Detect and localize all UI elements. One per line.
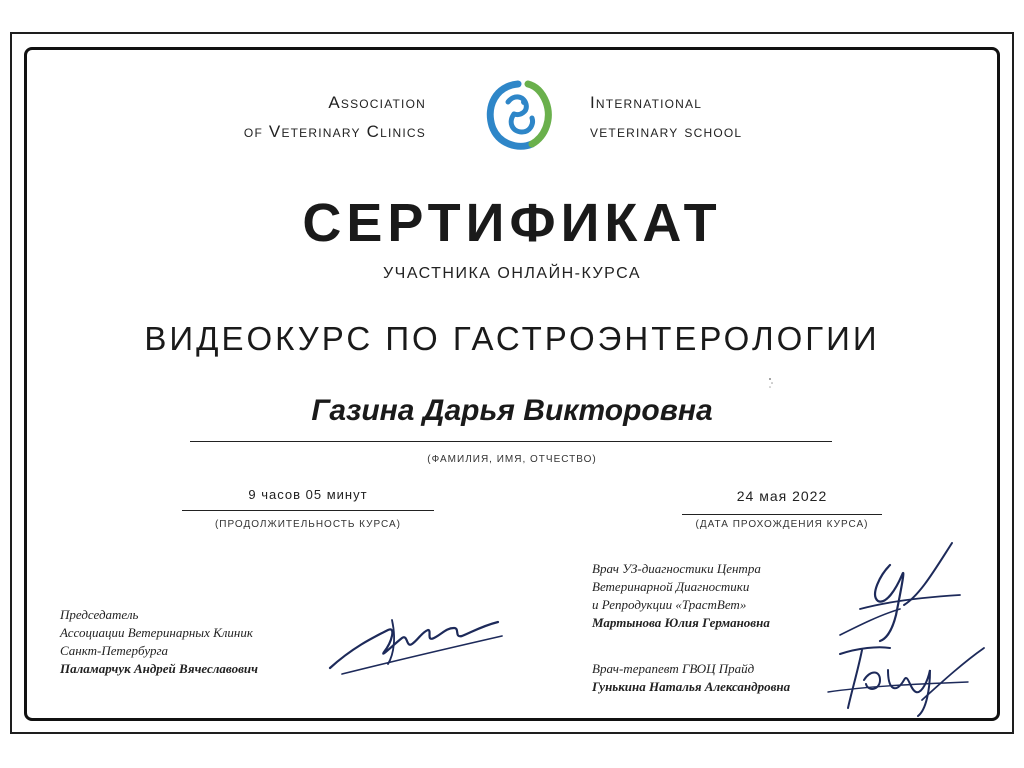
right-signatory-1 (592, 560, 770, 632)
course-name: ВИДЕОКУРС ПО ГАСТРОЭНТЕРОЛОГИИ (144, 320, 880, 357)
date-caption: (ДАТА ПРОХОЖДЕНИЯ КУРСА) (695, 519, 869, 530)
certificate-title: СЕРТИФИКАТ (302, 193, 722, 253)
right-handwritten-signature-2 (818, 630, 988, 720)
right-signatory-2-title-1: Врач-терапевт ГВОЦ Прайд (592, 661, 755, 676)
left-org-line-1: Association (328, 93, 426, 112)
recipient-caption: (ФАМИЛИЯ, ИМЯ, ОТЧЕСТВО) (427, 454, 597, 465)
certificate-subtitle: УЧАСТНИКА ОНЛАЙН-КУРСА (382, 265, 642, 282)
date-underline (682, 514, 882, 515)
left-signatory-name: Паламарчук Андрей Вячеславович (60, 661, 258, 676)
recipient-name: Газина Дарья Викторовна (311, 394, 713, 427)
left-signatory-title-1: Председатель (60, 607, 139, 622)
right-signatory-2-name: Гунькина Наталья Александровна (592, 679, 791, 694)
left-organization (244, 88, 426, 146)
right-signatory-1-name: Мартынова Юлия Германовна (592, 615, 770, 630)
right-org-line-2: veterinary school (590, 122, 743, 141)
right-signatory-1-title-1: Врач УЗ-диагностики Центра (592, 561, 761, 576)
right-org-line-1: International (590, 93, 703, 112)
duration-underline (182, 510, 434, 511)
scan-speck (768, 376, 774, 388)
right-signatory-1-title-3: и Репродукции «ТрастВет» (592, 597, 747, 612)
left-org-line-2: of Veterinary Clinics (243, 122, 426, 141)
left-signatory (60, 606, 258, 678)
recipient-underline (190, 441, 832, 442)
right-signatory-1-title-2: Ветеринарной Диагностики (592, 579, 750, 594)
left-signatory-title-2: Ассоциации Ветеринарных Клиник (60, 625, 253, 640)
veterinary-school-logo-icon (478, 74, 558, 158)
course-duration: 9 часов 05 минут (248, 487, 368, 502)
duration-caption: (ПРОДОЛЖИТЕЛЬНОСТЬ КУРСА) (214, 519, 402, 530)
right-signatory-2 (592, 660, 790, 696)
completion-date: 24 мая 2022 (736, 488, 828, 504)
right-organization (590, 88, 742, 146)
left-handwritten-signature (322, 608, 512, 680)
left-signatory-title-3: Санкт-Петербурга (60, 643, 169, 658)
